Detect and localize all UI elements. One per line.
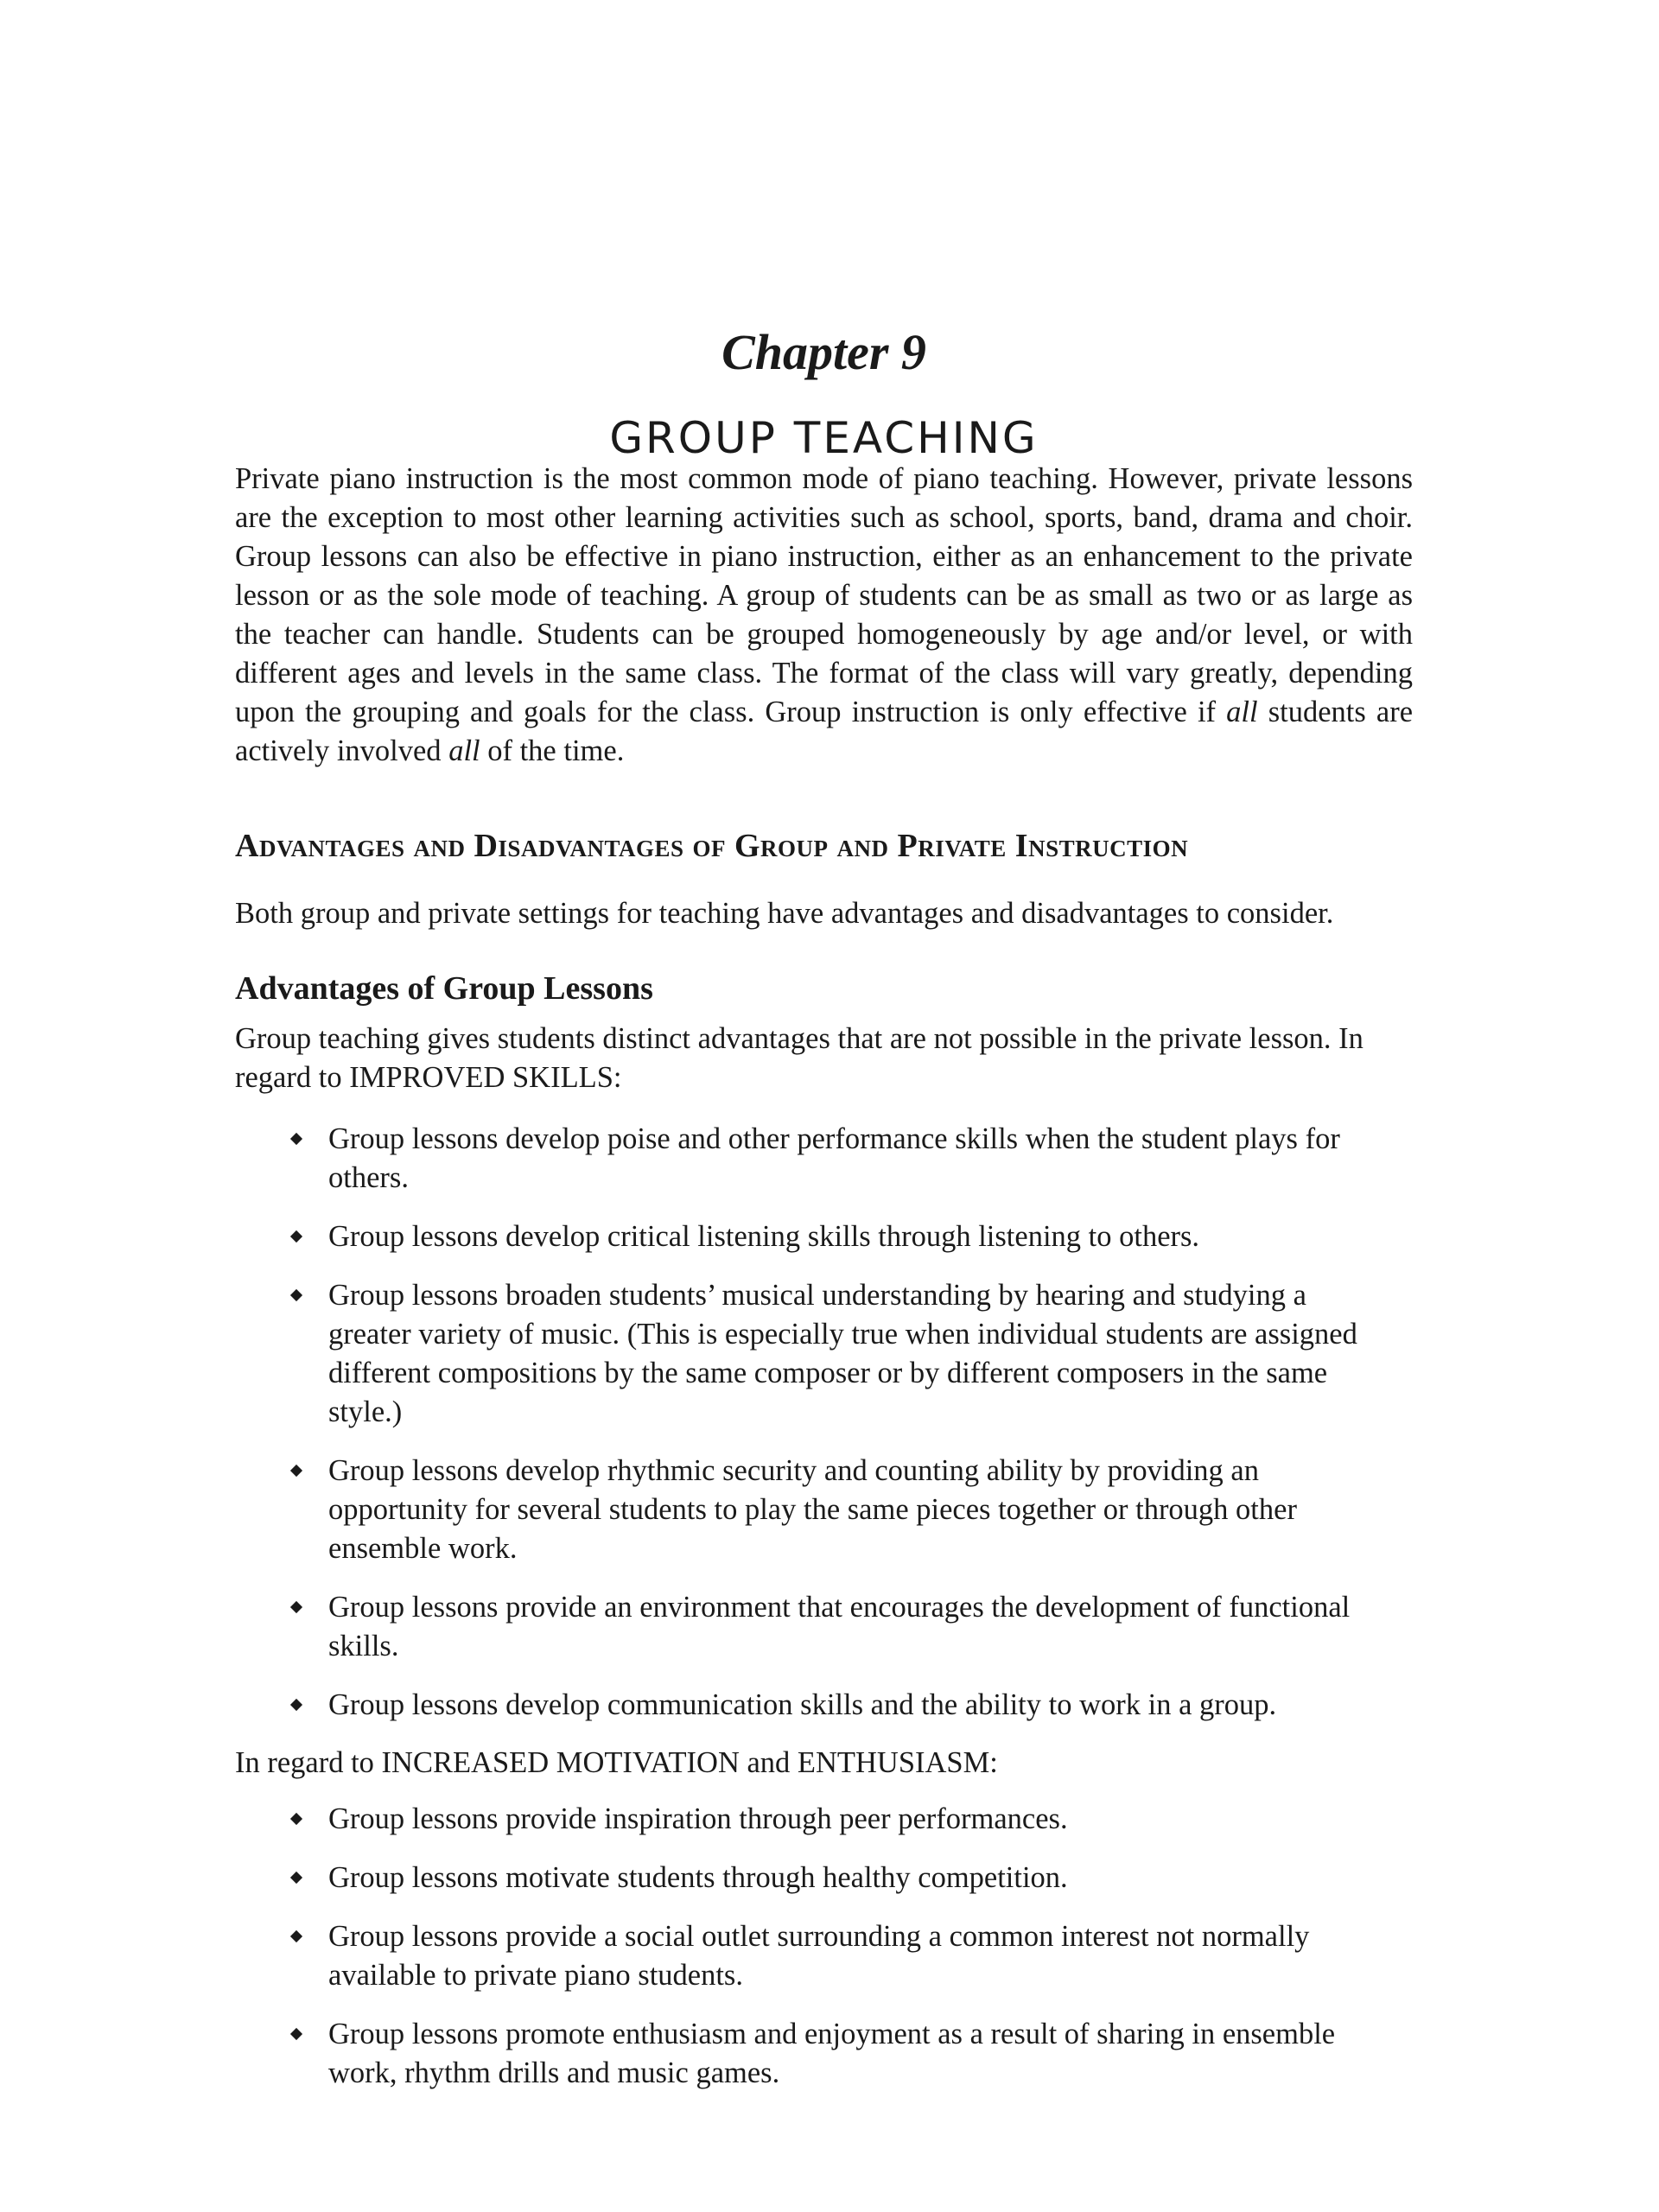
- bullet-diamond-icon: [290, 1289, 302, 1301]
- list-item: [235, 1917, 1391, 1995]
- list-item: [235, 1859, 1391, 1897]
- chapter-title: Chapter 9: [721, 323, 926, 380]
- list-item: [235, 1800, 1391, 1839]
- list-item-text: Group lessons motivate students through healthy competition.: [328, 1861, 1068, 1894]
- section-heading: Advantages and Disadvantages of Group and Private Instruction: [235, 828, 1189, 864]
- bullet-diamond-icon: [290, 2028, 302, 2040]
- list-item: [235, 1686, 1391, 1725]
- list-item-text: Group lessons develop communication skills and the ability to work in a group.: [328, 1688, 1277, 1721]
- list-item-text: Group lessons provide a social outlet surrounding a common interest not normally available to private piano students.: [328, 1920, 1310, 1992]
- bullet-diamond-icon: [290, 1930, 302, 1942]
- intro-text-1: Private piano instruction is the most common mode of piano teaching. However, private lessons are the exception to most other learning activities such as school, sports, band, drama and choir. Group lessons can also be effective in piano instruction, either as an enhancement to the private lesson or as the sole mode of teaching. A group of students can be as small as two or as large as the teacher can handle. Students can be grouped homogeneously by age and/or level, or with different ages and levels in the same class. The format of the class will vary greatly, depending upon the grouping and goals for the class. Group instruction is only effective if: [235, 462, 1413, 728]
- intro-emphasis-all-2: all: [448, 734, 480, 767]
- list-item: [235, 1120, 1391, 1198]
- intro-text-3: of the time.: [480, 734, 625, 767]
- bullet-diamond-icon: [290, 1813, 302, 1825]
- intro-paragraph: [235, 460, 1413, 771]
- bullet-diamond-icon: [290, 1230, 302, 1243]
- advantages-intro: Group teaching gives students distinct advantages that are not possible in the private lesson. In regard to IMPROVED SKILLS:: [235, 1022, 1363, 1094]
- list-item-text: Group lessons develop poise and other performance skills when the student plays for others.: [328, 1122, 1340, 1194]
- list-item-text: Group lessons promote enthusiasm and enjoyment as a result of sharing in ensemble work, rhythm drills and music games.: [328, 2018, 1336, 2089]
- skills-list: [235, 1120, 1413, 1745]
- section-intro: Both group and private settings for teaching have advantages and disadvantages to consider.: [235, 897, 1334, 930]
- list-item-text: Group lessons provide inspiration through peer performances.: [328, 1802, 1068, 1835]
- list-item-text: Group lessons provide an environment that encourages the development of functional skills.: [328, 1591, 1351, 1662]
- advantages-heading: Advantages of Group Lessons: [235, 970, 653, 1007]
- list-item-text: Group lessons broaden students’ musical understanding by hearing and studying a greater variety of music. (This is especially true when individual students are assigned different compositions by the same composer or by different composers in the same style.): [328, 1279, 1357, 1428]
- list-item: [235, 1588, 1391, 1666]
- bullet-diamond-icon: [290, 1601, 302, 1613]
- intro-text-2: students are actively involved: [235, 696, 1414, 767]
- list-item: [235, 2015, 1391, 2093]
- list-item: [235, 1276, 1391, 1432]
- chapter-subtitle: GROUP TEACHING: [609, 412, 1039, 463]
- list-item-text: Group lessons develop rhythmic security and counting ability by providing an opportunity for several students to play the same pieces together or through other ensemble work.: [328, 1454, 1297, 1565]
- motivation-intro: In regard to INCREASED MOTIVATION and ENTHUSIASM:: [235, 1746, 998, 1779]
- bullet-diamond-icon: [290, 1872, 302, 1884]
- intro-emphasis-all-1: all: [1226, 696, 1258, 728]
- bullet-diamond-icon: [290, 1699, 302, 1711]
- list-item-text: Group lessons develop critical listening skills through listening to others.: [328, 1220, 1200, 1253]
- list-item: [235, 1217, 1391, 1256]
- motivation-list: [235, 1800, 1413, 2113]
- list-item: [235, 1452, 1391, 1568]
- bullet-diamond-icon: [290, 1465, 302, 1477]
- bullet-diamond-icon: [290, 1133, 302, 1145]
